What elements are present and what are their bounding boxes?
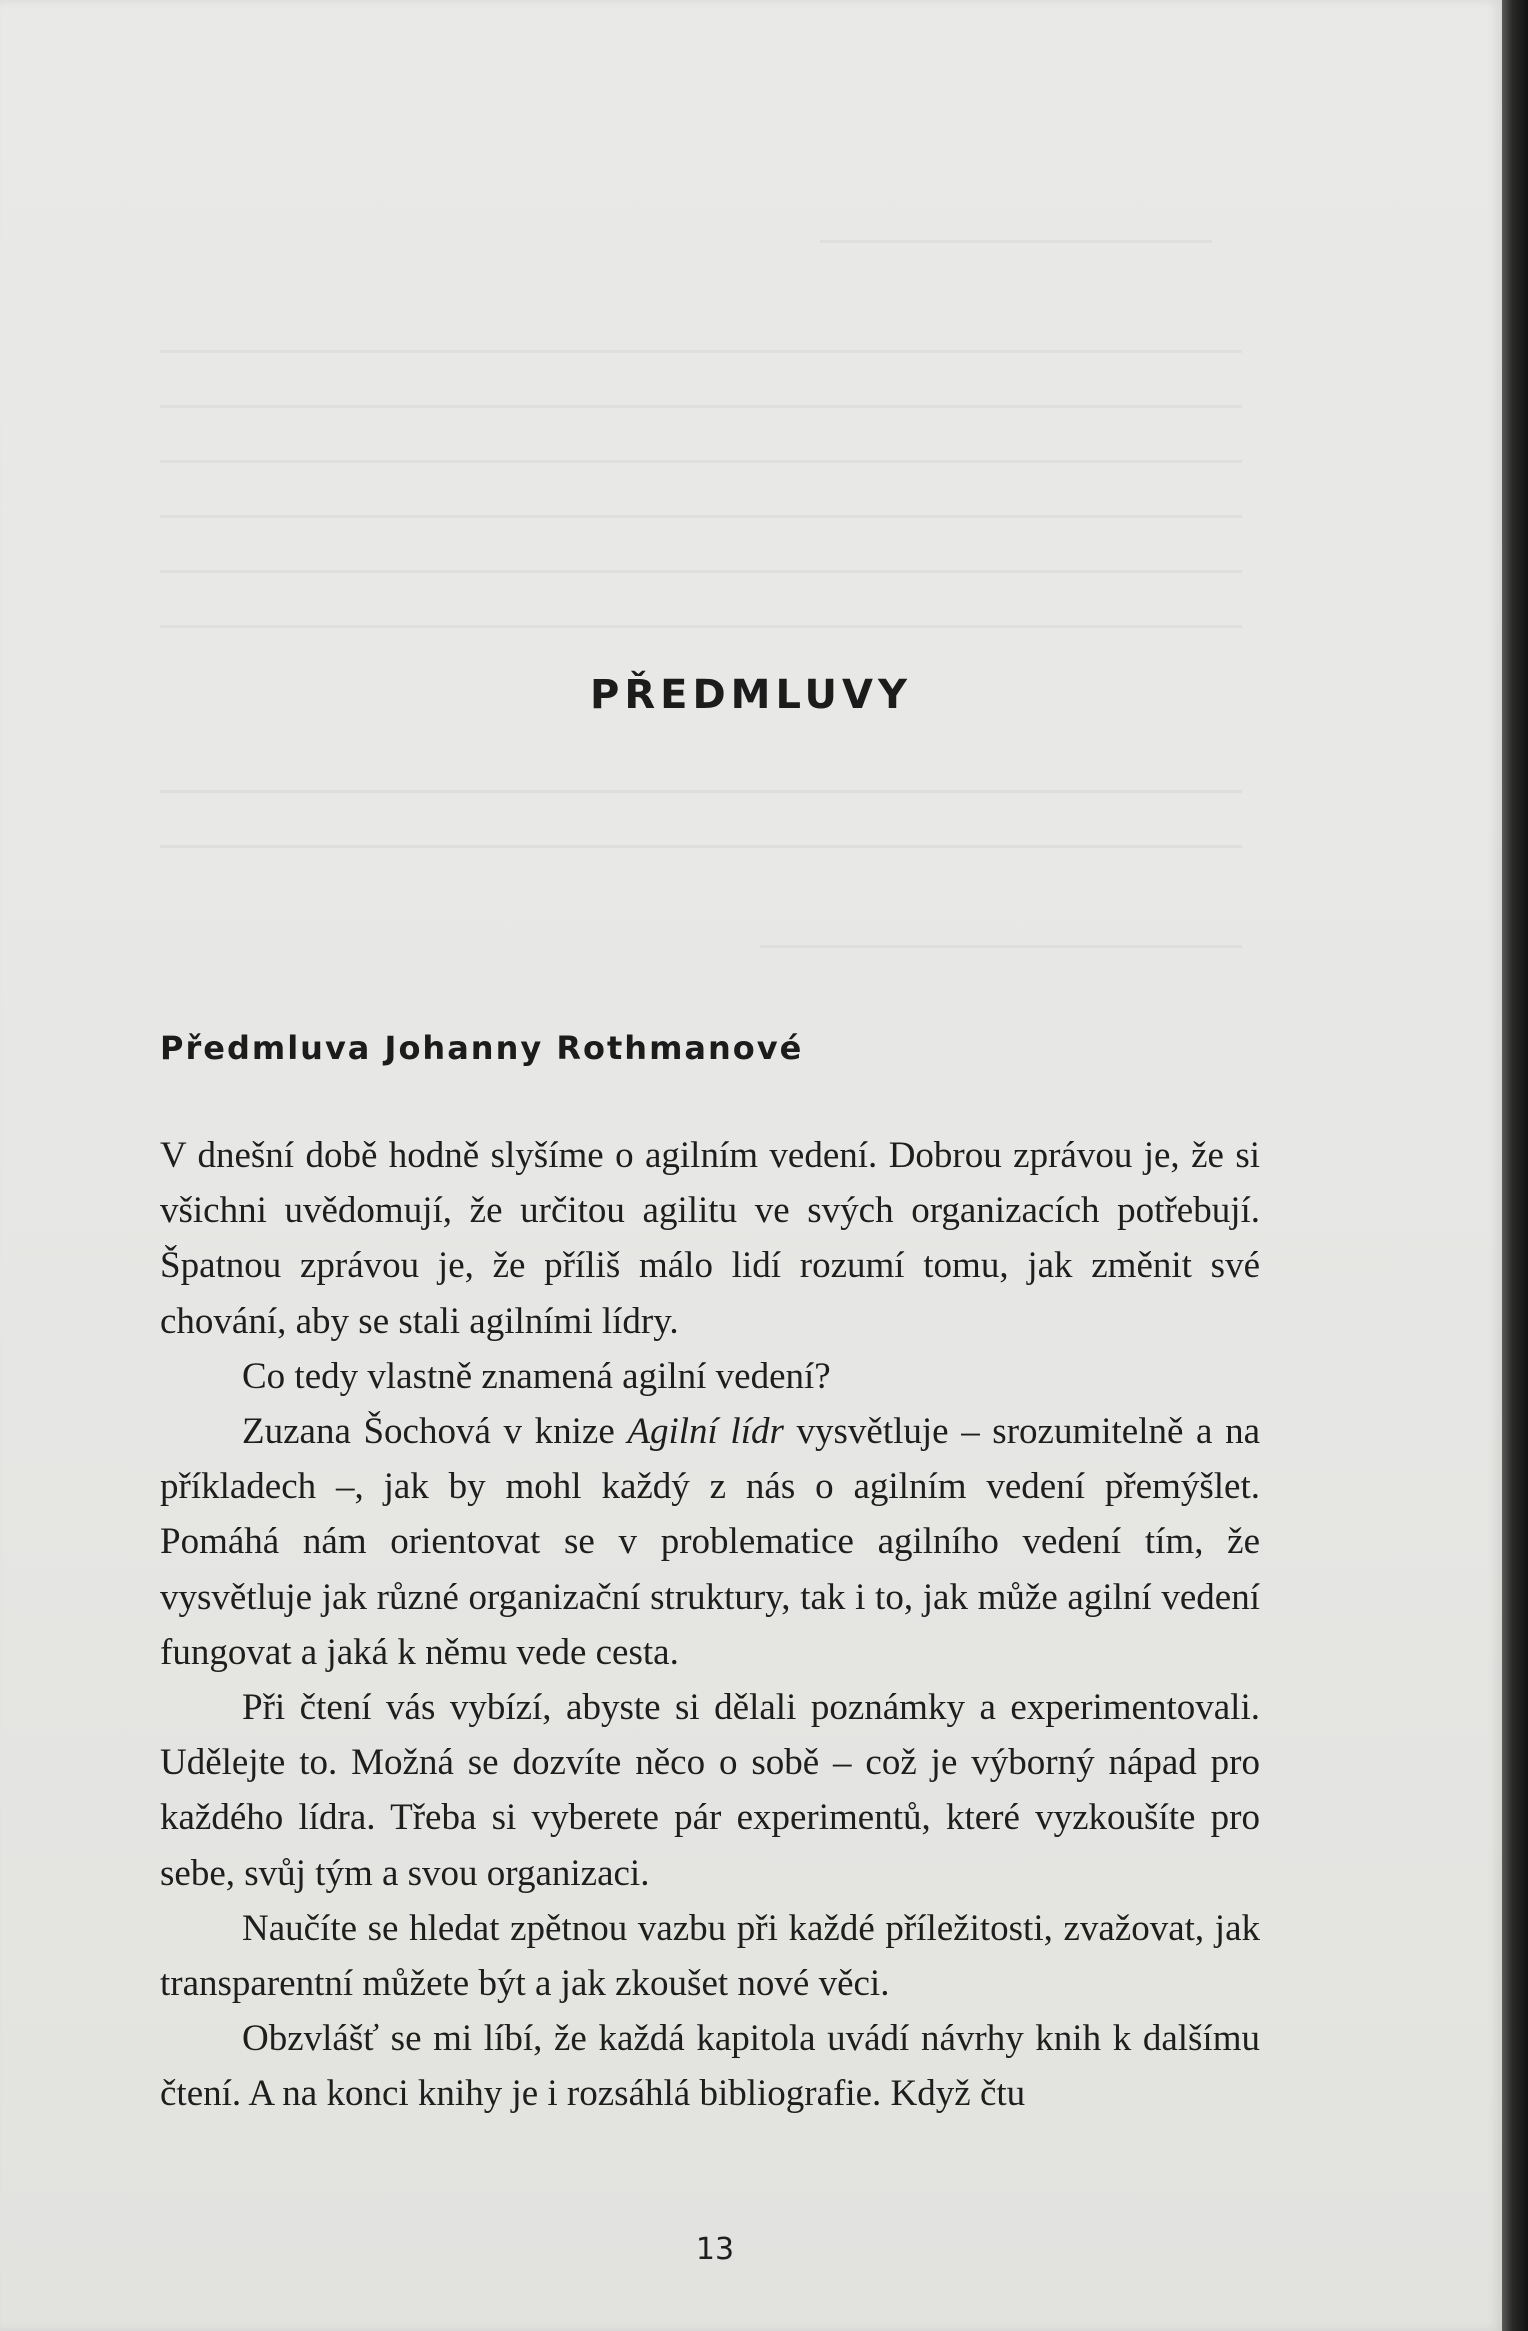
show-through-line bbox=[160, 625, 1242, 628]
paragraph-text: vysvětluje – srozumitelně a na příkladech –, jak by mohl každý z nás o agilním vedení přemýšlet. Pomáhá nám orientovat se v problematice agilního vedení tím, že vysvětluje jak různé organizační struktury, tak i to, jak může agilní vedení fungovat a jaká k němu vede cesta. bbox=[160, 1411, 1260, 1673]
show-through-line bbox=[760, 945, 1242, 948]
paragraph: Obzvlášť se mi líbí, že každá kapitola uvádí návrhy knih k dalšímu čtení. A na konci knihy je i rozsáhlá bibliografie. Když čtu bbox=[160, 2018, 1260, 2115]
paragraph bbox=[160, 1404, 1260, 1680]
show-through-line bbox=[160, 405, 1242, 408]
paragraph: V dnešní době hodně slyšíme o agilním vedení. Dobrou zprávou je, že si všichni uvědomují, že určitou agilitu ve svých organizacích potřebují. Špatnou zprávou je, že příliš málo lidí rozumí tomu, jak změnit své chování, aby se stali agilními lídry. bbox=[160, 1135, 1260, 1342]
body-text bbox=[160, 1128, 1260, 2122]
page-number: 13 bbox=[695, 2232, 735, 2267]
show-through-line bbox=[160, 350, 1242, 353]
book-title: Agilní lídr bbox=[627, 1411, 784, 1453]
show-through-line bbox=[160, 845, 1242, 848]
show-through-line bbox=[160, 515, 1242, 518]
paragraph-text: Zuzana Šochová v knize bbox=[242, 1411, 628, 1453]
paragraph: Co tedy vlastně znamená agilní vedení? bbox=[242, 1355, 831, 1397]
show-through-line bbox=[160, 790, 1242, 793]
show-through-line bbox=[160, 460, 1242, 463]
show-through-line bbox=[820, 240, 1212, 243]
chapter-title: PŘEDMLUVY bbox=[590, 672, 912, 718]
page-edge-shadow bbox=[1502, 0, 1528, 2331]
section-title: Předmluva Johanny Rothmanové bbox=[160, 1029, 804, 1067]
show-through-line bbox=[160, 570, 1242, 573]
paragraph: Při čtení vás vybízí, abyste si dělali poznámky a experimentovali. Udělejte to. Možná se dozvíte něco o sobě – což je výborný nápad pro každého lídra. Třeba si vyberete pár experimentů, které vyzkoušíte pro sebe, svůj tým a svou organizaci. bbox=[160, 1687, 1260, 1894]
paragraph: Naučíte se hledat zpětnou vazbu při každé příležitosti, zvažovat, jak transparentní můžete být a jak zkoušet nové věci. bbox=[160, 1907, 1260, 2005]
